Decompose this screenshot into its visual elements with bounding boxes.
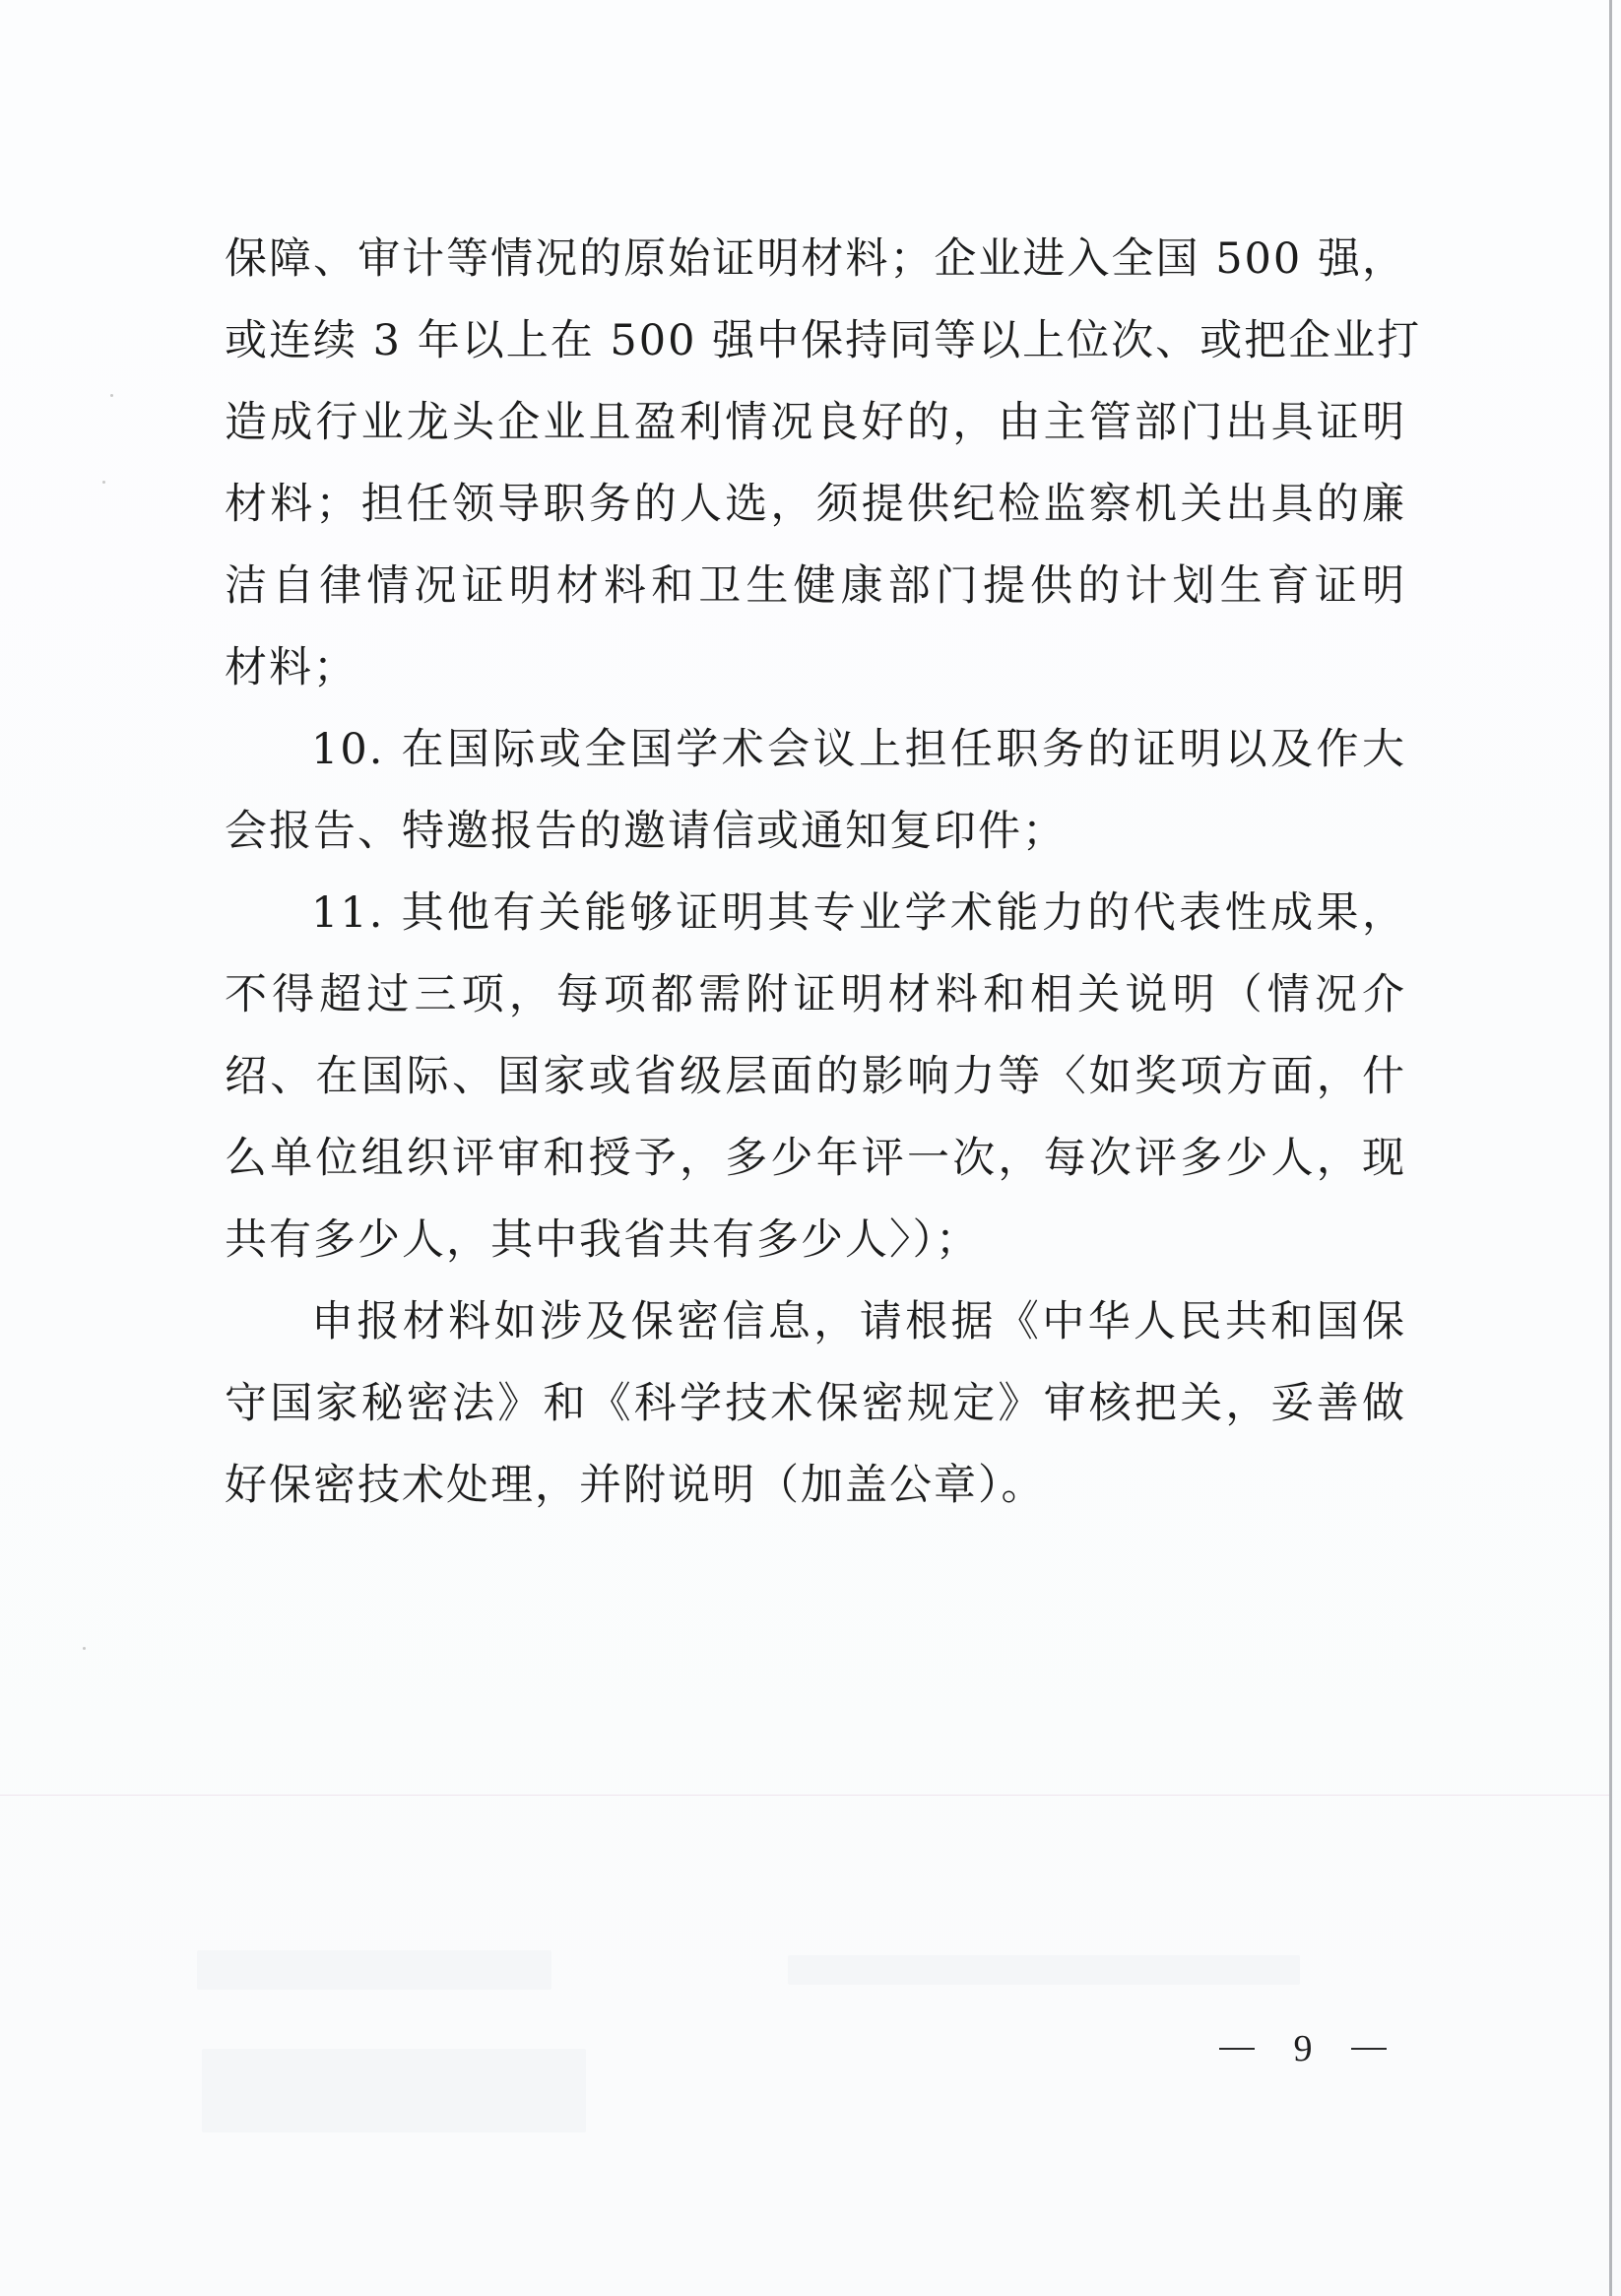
text-line: 绍、在国际、国家或省级层面的影响力等〈如奖项方面，什: [225, 1052, 1406, 1101]
bleed-through-artifact: [788, 1955, 1300, 1985]
text-line: 材料；: [225, 643, 357, 692]
scan-edge-border: [1609, 0, 1612, 2296]
text-line: 申报材料如涉及保密信息，请根据《中华人民共和国保: [311, 1297, 1406, 1346]
document-body: [225, 219, 1422, 1527]
text-line: 10. 在国际或全国学术会议上担任职务的证明以及作大: [311, 725, 1406, 774]
text-line: 或连续 3 年以上在 500 强中保持同等以上位次、或把企业打: [225, 316, 1422, 365]
dash-left: [1219, 2048, 1255, 2050]
page-number: 9: [1293, 2028, 1313, 2069]
text-line: 守国家秘密法》和《科学技术保密规定》审核把关，妥善做: [225, 1379, 1406, 1428]
page-number-footer: [1219, 2021, 1387, 2076]
text-line: 好保密技术处理，并附说明（加盖公章）。: [225, 1461, 1046, 1510]
scan-speck: [110, 394, 113, 397]
scan-speck: [102, 481, 105, 484]
text-line: 材料；担任领导职务的人选，须提供纪检监察机关出具的廉: [225, 480, 1406, 529]
paragraph-continuation: [225, 219, 1422, 709]
text-line: 会报告、特邀报告的邀请信或通知复印件；: [225, 807, 1067, 856]
text-line: 造成行业龙头企业且盈利情况良好的，由主管部门出具证明: [225, 398, 1406, 447]
text-line: 共有多少人，其中我省共有多少人〉）；: [225, 1215, 980, 1265]
text-line: 11. 其他有关能够证明其专业学术能力的代表性成果，: [311, 888, 1406, 938]
paragraph-item-10: [225, 709, 1406, 873]
bleed-through-artifact: [197, 1950, 551, 1990]
text-line: 洁自律情况证明材料和卫生健康部门提供的计划生育证明: [225, 561, 1406, 611]
scan-artifact-line: [0, 1795, 1609, 1796]
scan-speck: [83, 1647, 86, 1650]
text-line: 不得超过三项，每项都需附证明材料和相关说明（情况介: [225, 970, 1406, 1019]
text-line: 保障、审计等情况的原始证明材料；企业进入全国 500 强，: [225, 234, 1406, 284]
paragraph-item-11: [225, 873, 1406, 1281]
text-line: 么单位组织评审和授予，多少年评一次，每次评多少人，现: [225, 1134, 1406, 1183]
bleed-through-artifact: [202, 2049, 586, 2132]
paragraph-confidentiality-note: [225, 1281, 1406, 1527]
dash-right: [1351, 2048, 1387, 2050]
